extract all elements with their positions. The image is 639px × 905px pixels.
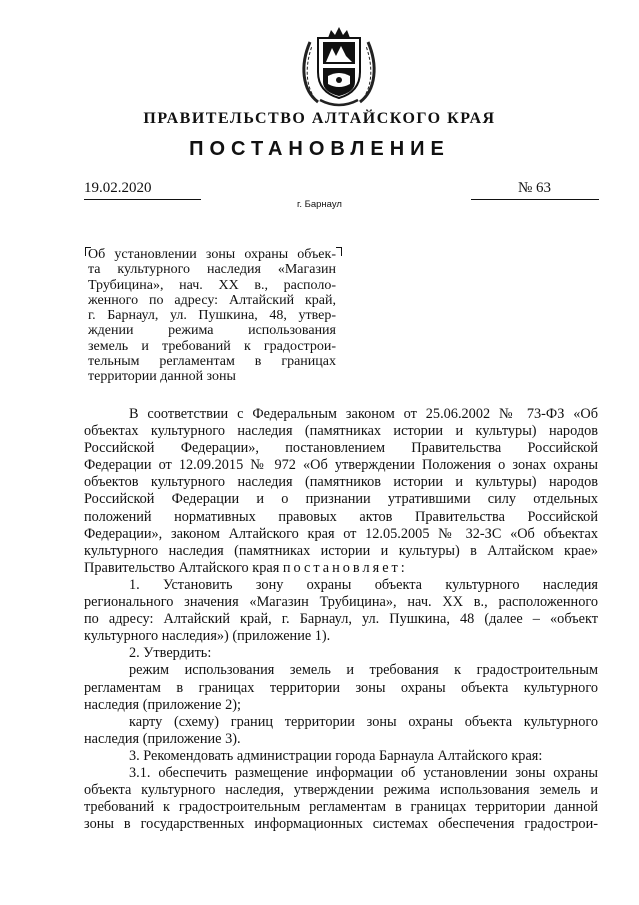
wreath-left-branch — [304, 42, 318, 102]
preamble-line: положений нормативных правовых актов Правительства Российской — [84, 508, 598, 525]
document-city: г. Барнаул — [297, 199, 342, 210]
item2a-line: наследия (приложение 2); — [84, 696, 241, 713]
item2b-line: наследия (приложение 3). — [84, 730, 241, 747]
item2-title: 2. Утвердить: — [129, 645, 212, 662]
subject-line: женного по адресу: Алтайский край, — [88, 292, 336, 308]
preamble-line: Российской Федерации», постановлением Правительства Российской — [84, 440, 598, 457]
organization-name: ПРАВИТЕЛЬСТВО АЛТАЙСКОГО КРАЯ — [143, 110, 496, 127]
item1-line: культурного наследия») (приложение 1). — [84, 628, 331, 645]
decree-word: постановляет: — [282, 559, 408, 576]
preamble-line: Федерации», законом Алтайского края от 12.05.2005 № 32-ЗС «Об объектах — [84, 525, 598, 542]
subject-line: территории данной зоны — [88, 369, 236, 385]
preamble-line: В соответствии с Федеральным законом от 25.06.2002 № 73-ФЗ «Об — [129, 406, 598, 422]
preamble-line: культурного наследия (памятниках истории и культуры) в Алтайском крае» — [84, 542, 598, 559]
preamble-line: объектах культурного наследия (памятниках истории и культуры) народов — [84, 423, 598, 440]
decree-line — [84, 560, 598, 577]
subject-line: та культурного наследия «Магазин — [88, 262, 336, 278]
preamble-line: объектов культурного наследия (памятников истории и культуры) народов — [84, 474, 598, 491]
item3-1-line: требований к градостроительным регламентам в границах территории данной — [84, 799, 598, 816]
item3-title: 3. Рекомендовать администрации города Барнаула Алтайского края: — [129, 747, 543, 764]
coat-of-arms-emblem — [296, 20, 382, 110]
item2a-line: регламентам в границах территории зоны охраны объекта культурного — [84, 679, 598, 696]
decree-intro: Правительство Алтайского края — [84, 559, 283, 576]
item3-1-line: 3.1. обеспечить размещение информации об установлении зоны охраны — [129, 764, 598, 781]
document-subject — [88, 247, 336, 385]
item3-1-line: объекта культурного наследия, утверждении режима использования земель и — [84, 782, 598, 799]
subject-line: ждении режима использования — [88, 323, 336, 339]
number-underline — [471, 199, 599, 200]
document-body — [84, 406, 598, 833]
document-number: № 63 — [518, 180, 552, 196]
subject-line: Трубицина», нач. XX в., располо- — [88, 277, 336, 293]
subject-line: земель и требований к градострои- — [88, 338, 336, 354]
subject-line: г. Барнаул, ул. Пушкина, 48, утвер- — [88, 308, 336, 324]
document-type-title: ПОСТАНОВЛЕНИЕ — [189, 138, 450, 160]
document-date: 19.02.2020 — [84, 180, 152, 196]
item2b-line: карту (схему) границ территории зоны охраны объекта культурного — [129, 713, 598, 730]
subject-line: тельным регламентам в границах — [88, 354, 336, 370]
item1-line: 1. Установить зону охраны объекта культурного наследия — [129, 576, 598, 593]
preamble-line: Федерации от 12.09.2015 № 972 «Об утверждении Положения о зонах охраны — [84, 457, 598, 474]
item2a-line: режим использования земель и требования к градостроительным — [129, 662, 598, 679]
item1-line: регионального значения «Магазин Трубицина», нач. XX в., расположенного — [84, 594, 598, 611]
item3-1-line: зоны в государственных информационных системах обеспечения градострои- — [84, 816, 598, 833]
wreath-right-branch — [360, 42, 374, 102]
subject-line: Об установлении зоны охраны объек- — [88, 247, 336, 262]
preamble-line: Российской Федерации и о признании утратившими силу отдельных — [84, 491, 598, 508]
item1-line: по адресу: Алтайский край, г. Барнаул, ул. Пушкина, 48 (далее – «объект — [84, 611, 598, 628]
subject-bracket-right — [336, 247, 342, 256]
